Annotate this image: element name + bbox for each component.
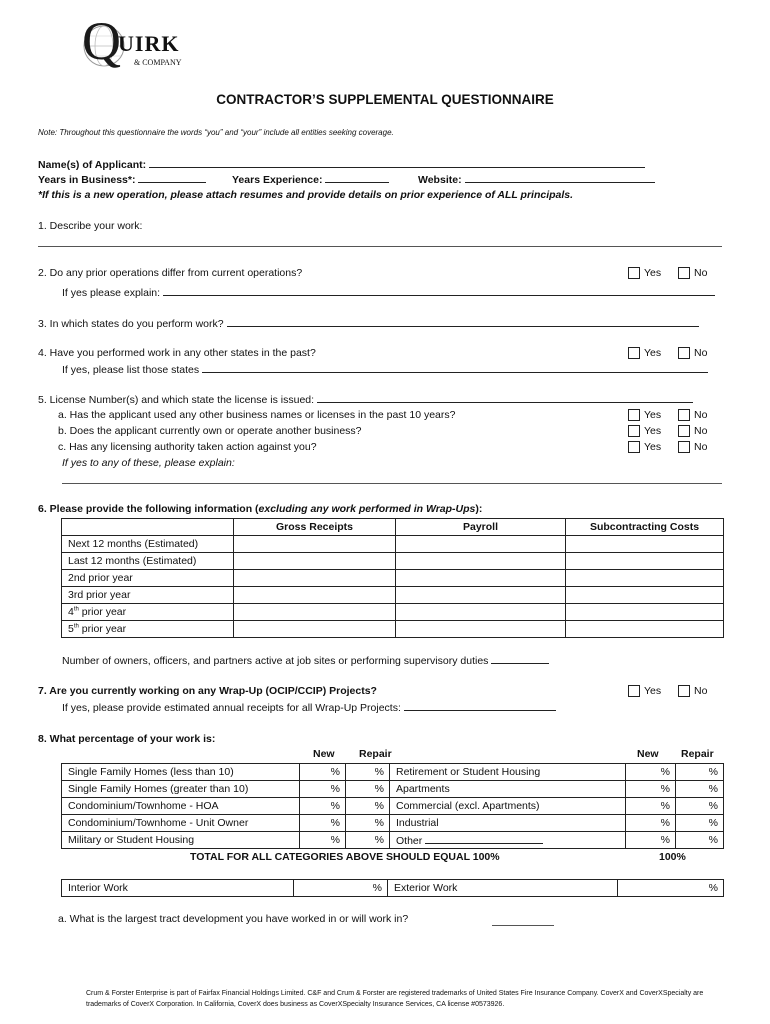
table-header bbox=[62, 519, 234, 536]
applicant-row bbox=[38, 157, 645, 172]
owners-label: Number of owners, officers, and partners active at job sites or performing supervisory duties bbox=[62, 655, 489, 667]
table-header: Payroll bbox=[396, 519, 566, 536]
total-note: TOTAL FOR ALL CATEGORIES ABOVE SHOULD EQUAL 100% bbox=[190, 851, 500, 863]
q7-receipts-field[interactable] bbox=[404, 700, 556, 711]
q5b-no-checkbox[interactable] bbox=[678, 425, 690, 437]
website-field[interactable] bbox=[465, 172, 655, 183]
q5-explain-label: If yes to any of these, please explain: bbox=[62, 457, 235, 469]
yes-label: Yes bbox=[644, 685, 662, 697]
table-row: Military or Student Housing % % Other % % bbox=[62, 832, 724, 849]
logo-name: UIRK bbox=[118, 31, 180, 56]
years-business-label: Years in Business*: bbox=[38, 174, 136, 186]
q2-explain-label: If yes please explain: bbox=[62, 287, 161, 299]
q4-no-checkbox[interactable] bbox=[678, 347, 690, 359]
table-header: Gross Receipts bbox=[234, 519, 396, 536]
q6-label: 6. Please provide the following information (excluding any work performed in Wrap-Ups): bbox=[38, 503, 483, 515]
q4-list-label: If yes, please list those states bbox=[62, 364, 200, 376]
footer-legal: Crum & Forster Enterprise is part of Fairfax Financial Holdings Limited. C&F and Crum & Forster are registered trademarks of United States Fire Insurance Company. CoverX and CoverXSpecialty are trademarks of CoverX Corporation. In California, CoverX does business as CoverXSpecialty Insurance Services, CA license #0573926. bbox=[86, 990, 704, 1008]
q4-label: 4. Have you performed work in any other states in the past? bbox=[38, 347, 316, 359]
q5a-yes-checkbox[interactable] bbox=[628, 409, 640, 421]
q3-field[interactable] bbox=[227, 316, 699, 327]
new-header-right: New bbox=[637, 748, 659, 760]
q5-field[interactable] bbox=[317, 392, 693, 403]
q8a-answer-line[interactable] bbox=[492, 925, 554, 926]
years-exp-label: Years Experience: bbox=[232, 174, 323, 186]
q2-no bbox=[678, 266, 707, 280]
work-percentage-table bbox=[61, 763, 724, 849]
intro-note: Note: Throughout this questionnaire the words “you” and “your” include all entities seeking coverage. bbox=[38, 128, 394, 137]
table-row: 2nd prior year bbox=[62, 570, 724, 587]
q7-receipts-label: If yes, please provide estimated annual receipts for all Wrap-Up Projects: bbox=[62, 702, 401, 714]
new-header-left: New bbox=[313, 748, 335, 760]
no-label: No bbox=[694, 425, 708, 437]
q2-label: 2. Do any prior operations differ from current operations? bbox=[38, 267, 303, 279]
q7-yes-checkbox[interactable] bbox=[628, 685, 640, 697]
q5c-no-checkbox[interactable] bbox=[678, 441, 690, 453]
interior-exterior-table bbox=[61, 879, 724, 897]
logo-sub: & COMPANY bbox=[134, 58, 182, 67]
total-percent: 100% bbox=[659, 851, 686, 863]
q4-yes-checkbox[interactable] bbox=[628, 347, 640, 359]
table-row: 3rd prior year bbox=[62, 587, 724, 604]
table-row: 4th prior year bbox=[62, 604, 724, 621]
q5-explain-line[interactable] bbox=[62, 483, 722, 484]
q5c-yes-checkbox[interactable] bbox=[628, 441, 640, 453]
years-exp-field[interactable] bbox=[325, 172, 389, 183]
table-row: Next 12 months (Estimated) bbox=[62, 536, 724, 553]
applicant-name-label: Name(s) of Applicant: bbox=[38, 159, 147, 171]
yes-label: Yes bbox=[644, 347, 662, 359]
table-row: Last 12 months (Estimated) bbox=[62, 553, 724, 570]
financial-table bbox=[61, 518, 724, 638]
q1-answer-line[interactable] bbox=[38, 246, 722, 247]
table-row: Interior Work % Exterior Work % bbox=[62, 880, 724, 897]
q5b-label: b. Does the applicant currently own or operate another business? bbox=[58, 425, 362, 437]
q7-label: 7. Are you currently working on any Wrap-Up (OCIP/CCIP) Projects? bbox=[38, 685, 377, 697]
page-title: CONTRACTOR’S SUPPLEMENTAL QUESTIONNAIRE bbox=[216, 92, 554, 107]
table-row: Condominium/Townhome - Unit Owner % % Industrial % % bbox=[62, 815, 724, 832]
table-row: Single Family Homes (less than 10) % % Retirement or Student Housing % % bbox=[62, 764, 724, 781]
q2-yes bbox=[628, 266, 661, 280]
repair-header-left: Repair bbox=[359, 748, 392, 760]
q5a-label: a. Has the applicant used any other business names or licenses in the past 10 years? bbox=[58, 409, 456, 421]
yes-label: Yes bbox=[644, 267, 662, 279]
website-label: Website: bbox=[418, 174, 462, 186]
table-row: Condominium/Townhome - HOA % % Commercial (excl. Apartments) % % bbox=[62, 798, 724, 815]
q8a-label: a. What is the largest tract development you have worked in or will work in? bbox=[58, 913, 409, 925]
q5b-yes-checkbox[interactable] bbox=[628, 425, 640, 437]
repair-header-right: Repair bbox=[681, 748, 714, 760]
q2-explain-field[interactable] bbox=[163, 285, 715, 296]
applicant-name-field[interactable] bbox=[149, 157, 645, 168]
no-label: No bbox=[694, 685, 708, 697]
q2-yes-checkbox[interactable] bbox=[628, 267, 640, 279]
new-operation-note: *If this is a new operation, please attach resumes and provide details on prior experience of ALL principals. bbox=[38, 189, 574, 201]
years-business-field[interactable] bbox=[138, 172, 206, 183]
q3-label: 3. In which states do you perform work? bbox=[38, 318, 224, 330]
yes-label: Yes bbox=[644, 409, 662, 421]
no-label: No bbox=[694, 347, 708, 359]
table-row: 5th prior year bbox=[62, 621, 724, 638]
q8-label: 8. What percentage of your work is: bbox=[38, 733, 216, 745]
no-label: No bbox=[694, 441, 708, 453]
q7-no-checkbox[interactable] bbox=[678, 685, 690, 697]
years-row bbox=[38, 172, 206, 187]
company-logo bbox=[82, 11, 202, 74]
logo-initial: Q bbox=[82, 11, 121, 71]
q5c-label: c. Has any licensing authority taken action against you? bbox=[58, 441, 317, 453]
table-header: Subcontracting Costs bbox=[566, 519, 724, 536]
no-label: No bbox=[694, 409, 708, 421]
q2-no-checkbox[interactable] bbox=[678, 267, 690, 279]
q5a-no-checkbox[interactable] bbox=[678, 409, 690, 421]
q4-list-field[interactable] bbox=[202, 362, 708, 373]
table-row: Single Family Homes (greater than 10) % % Apartments % % bbox=[62, 781, 724, 798]
owners-field[interactable] bbox=[491, 653, 549, 664]
no-label: No bbox=[694, 267, 708, 279]
other-field[interactable] bbox=[425, 833, 543, 844]
q1-label: 1. Describe your work: bbox=[38, 220, 143, 232]
yes-label: Yes bbox=[644, 425, 662, 437]
q5-label: 5. License Number(s) and which state the license is issued: bbox=[38, 394, 315, 406]
yes-label: Yes bbox=[644, 441, 662, 453]
table-header-row bbox=[62, 519, 724, 536]
